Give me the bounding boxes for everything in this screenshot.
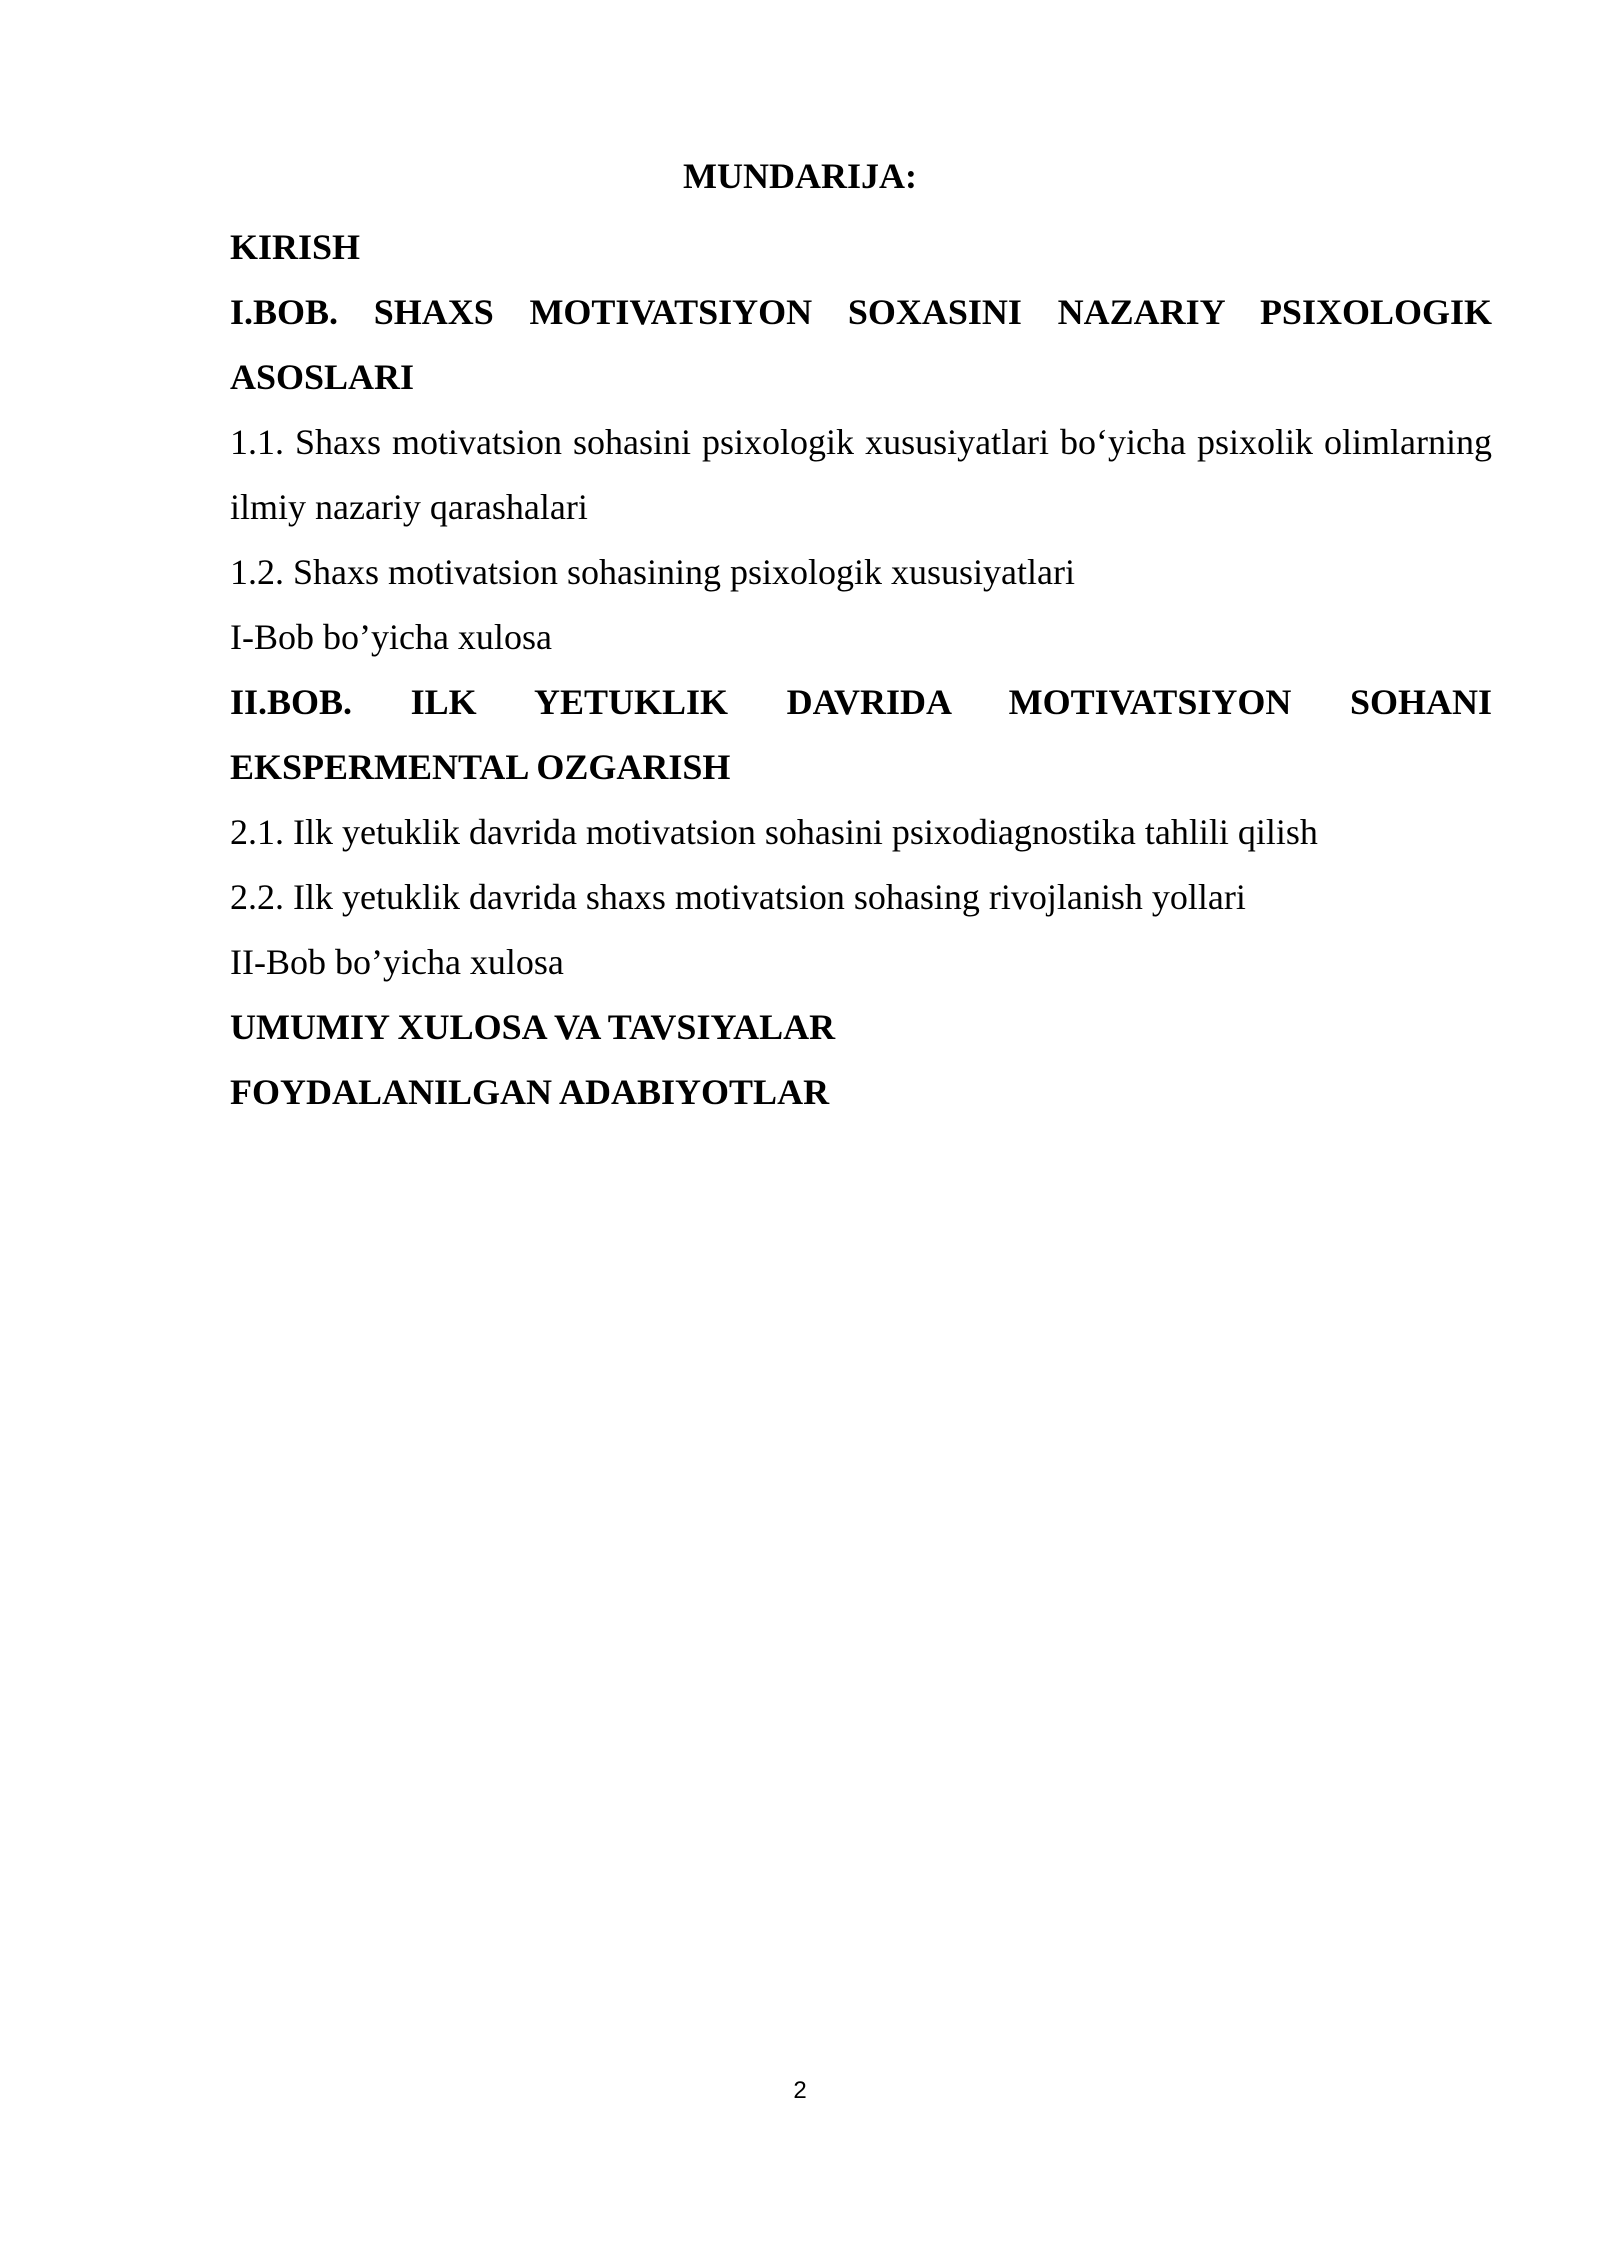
toc-entry-section-2-1: 2.1. Ilk yetuklik davrida motivatsion sohasini psixodiagnostika tahlili qilish xyxy=(230,812,1318,852)
toc-entry-chapter-2: II.BOB. ILK YETUKLIK DAVRIDA MOTIVATSIYON SOHANI EKSPERMENTAL OZGARISH xyxy=(230,682,1492,787)
toc-entry-section-1-2: 1.2. Shaxs motivatsion sohasining psixologik xususiyatlari xyxy=(230,552,1075,592)
toc-entry-chapter-1-conclusion: I-Bob bo’yicha xulosa xyxy=(230,617,552,657)
table-of-contents xyxy=(230,215,1492,1125)
toc-entry-chapter-2-conclusion: II-Bob bo’yicha xulosa xyxy=(230,942,564,982)
page-number: 2 xyxy=(793,2077,807,2104)
toc-entry-bibliography: FOYDALANILGAN ADABIYOTLAR xyxy=(230,1072,830,1112)
toc-entry-kirish: KIRISH xyxy=(230,227,361,267)
toc-entry-section-2-2: 2.2. Ilk yetuklik davrida shaxs motivatsion sohasing rivojlanish yollari xyxy=(230,877,1246,917)
toc-entry-section-1-1: 1.1. Shaxs motivatsion sohasini psixologik xususiyatlari bo‘yicha psixolik olimlarning ilmiy nazariy qarashalari xyxy=(230,422,1492,527)
page-title: MUNDARIJA: xyxy=(683,156,917,196)
toc-entry-general-conclusion: UMUMIY XULOSA VA TAVSIYALAR xyxy=(230,1007,836,1047)
toc-entry-chapter-1: I.BOB. SHAXS MOTIVATSIYON SOXASINI NAZARIY PSIXOLOGIK ASOSLARI xyxy=(230,292,1492,397)
